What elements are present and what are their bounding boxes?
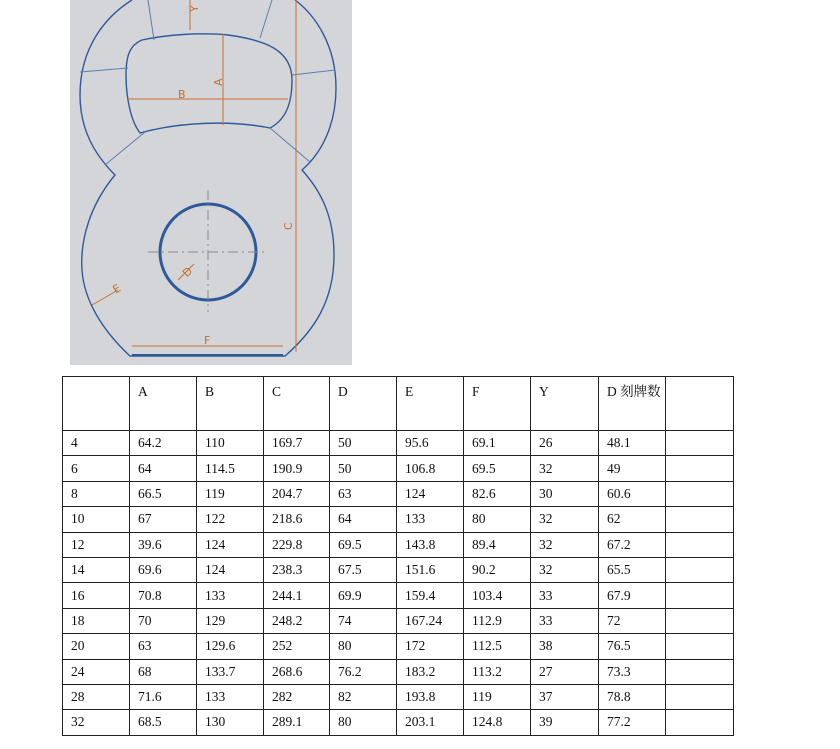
table-cell: 26 — [531, 431, 599, 456]
table-cell: 20 — [63, 634, 130, 659]
header-cell: D 刻牌数 — [599, 377, 666, 431]
table-cell: 169.7 — [264, 431, 330, 456]
table-cell: 70.8 — [130, 583, 197, 608]
table-cell: 238.3 — [264, 557, 330, 582]
table-cell: 124.8 — [464, 710, 531, 735]
table-cell: 82.6 — [464, 481, 531, 506]
table-cell: 64.2 — [130, 431, 197, 456]
table-cell: 32 — [531, 557, 599, 582]
dim-label-c: C — [282, 222, 295, 230]
table-row — [63, 710, 734, 735]
table-cell: 62 — [599, 507, 666, 532]
table-cell: 80 — [464, 507, 531, 532]
table-cell: 129 — [197, 608, 264, 633]
table-cell: 65.5 — [599, 557, 666, 582]
table-cell: 229.8 — [264, 532, 330, 557]
table-cell: 6 — [63, 456, 130, 481]
table-cell — [666, 431, 734, 456]
table-cell: 248.2 — [264, 608, 330, 633]
table-cell: 50 — [330, 431, 397, 456]
table-cell: 4 — [63, 431, 130, 456]
table-cell: 71.6 — [130, 684, 197, 709]
table-row — [63, 684, 734, 709]
table-cell: 78.8 — [599, 684, 666, 709]
table-cell: 95.6 — [397, 431, 464, 456]
table-cell: 30 — [531, 481, 599, 506]
table-row — [63, 532, 734, 557]
table-cell: 69.5 — [330, 532, 397, 557]
kettlebell-spec-table — [62, 376, 734, 736]
table-cell: 204.7 — [264, 481, 330, 506]
dim-label-f: F — [204, 334, 211, 347]
dim-label-y: Y — [188, 5, 201, 12]
table-cell: 72 — [599, 608, 666, 633]
table-cell: 37 — [531, 684, 599, 709]
table-cell — [666, 710, 734, 735]
table-cell: 289.1 — [264, 710, 330, 735]
header-cell: C — [264, 377, 330, 431]
table-cell: 77.2 — [599, 710, 666, 735]
table-cell: 167.24 — [397, 608, 464, 633]
table-row — [63, 431, 734, 456]
table-cell: 76.2 — [330, 659, 397, 684]
table-cell: 70 — [130, 608, 197, 633]
table-cell: 18 — [63, 608, 130, 633]
table-cell: 119 — [464, 684, 531, 709]
table-cell — [666, 481, 734, 506]
table-cell: 69.6 — [130, 557, 197, 582]
table-cell: 60.6 — [599, 481, 666, 506]
table-cell: 68 — [130, 659, 197, 684]
table-cell — [666, 659, 734, 684]
table-cell: 172 — [397, 634, 464, 659]
table-cell: 159.4 — [397, 583, 464, 608]
table-cell: 73.3 — [599, 659, 666, 684]
table-cell: 89.4 — [464, 532, 531, 557]
kettlebell-diagram — [70, 0, 352, 365]
table-row — [63, 634, 734, 659]
table-cell: 38 — [531, 634, 599, 659]
table-row — [63, 583, 734, 608]
table-cell — [666, 684, 734, 709]
table-cell: 32 — [531, 456, 599, 481]
table-cell: 10 — [63, 507, 130, 532]
table-cell: 130 — [197, 710, 264, 735]
table-cell: 64 — [330, 507, 397, 532]
table-cell: 113.2 — [464, 659, 531, 684]
table-cell: 124 — [197, 557, 264, 582]
table-cell: 64 — [130, 456, 197, 481]
header-cell: F — [464, 377, 531, 431]
table-cell: 133 — [197, 583, 264, 608]
table-cell: 74 — [330, 608, 397, 633]
table-cell: 112.5 — [464, 634, 531, 659]
table-cell: 133 — [397, 507, 464, 532]
table-cell: 50 — [330, 456, 397, 481]
table-cell: 14 — [63, 557, 130, 582]
dim-label-e: E — [110, 281, 124, 297]
table-row — [63, 456, 734, 481]
table-cell: 28 — [63, 684, 130, 709]
table-cell — [666, 608, 734, 633]
table-cell: 203.1 — [397, 710, 464, 735]
header-cell: A — [130, 377, 197, 431]
table-cell: 122 — [197, 507, 264, 532]
table-row — [63, 481, 734, 506]
table-cell: 193.8 — [397, 684, 464, 709]
table-cell: 90.2 — [464, 557, 531, 582]
table-cell: 32 — [531, 507, 599, 532]
table-cell — [666, 557, 734, 582]
header-cell: E — [397, 377, 464, 431]
table-cell — [666, 583, 734, 608]
table-cell — [666, 507, 734, 532]
table-cell: 32 — [531, 532, 599, 557]
dim-label-b: B — [178, 88, 186, 101]
table-cell: 133.7 — [197, 659, 264, 684]
table-cell: 67.9 — [599, 583, 666, 608]
table-cell: 48.1 — [599, 431, 666, 456]
table-row — [63, 507, 734, 532]
table-cell: 183.2 — [397, 659, 464, 684]
header-cell: Y — [531, 377, 599, 431]
table-cell: 133 — [197, 684, 264, 709]
table-cell: 143.8 — [397, 532, 464, 557]
table-row — [63, 659, 734, 684]
table-cell: 268.6 — [264, 659, 330, 684]
table-cell: 124 — [397, 481, 464, 506]
table-cell: 103.4 — [464, 583, 531, 608]
table-cell: 27 — [531, 659, 599, 684]
table-cell: 244.1 — [264, 583, 330, 608]
table-cell: 119 — [197, 481, 264, 506]
table-cell: 112.9 — [464, 608, 531, 633]
table-row — [63, 608, 734, 633]
table-cell: 82 — [330, 684, 397, 709]
table-cell: 16 — [63, 583, 130, 608]
header-cell: B — [197, 377, 264, 431]
table-cell: 12 — [63, 532, 130, 557]
table-cell: 110 — [197, 431, 264, 456]
table-cell — [666, 456, 734, 481]
table-cell: 24 — [63, 659, 130, 684]
table-header-row — [63, 377, 734, 431]
table-cell: 114.5 — [197, 456, 264, 481]
table-cell: 252 — [264, 634, 330, 659]
table-cell: 69.5 — [464, 456, 531, 481]
table-cell: 282 — [264, 684, 330, 709]
table-cell: 63 — [130, 634, 197, 659]
header-cell — [666, 377, 734, 431]
table-body — [63, 377, 734, 736]
table-cell: 67 — [130, 507, 197, 532]
table-cell: 66.5 — [130, 481, 197, 506]
table-cell: 80 — [330, 710, 397, 735]
table-cell: 76.5 — [599, 634, 666, 659]
table-cell: 151.6 — [397, 557, 464, 582]
table-cell — [666, 532, 734, 557]
table-row — [63, 557, 734, 582]
table-cell: 33 — [531, 583, 599, 608]
table-cell — [666, 634, 734, 659]
table-cell: 67.2 — [599, 532, 666, 557]
table-cell: 80 — [330, 634, 397, 659]
table-cell: 63 — [330, 481, 397, 506]
table-cell: 39.6 — [130, 532, 197, 557]
table-cell: 33 — [531, 608, 599, 633]
dim-label-a: A — [212, 78, 225, 86]
dim-label-d: D — [179, 264, 196, 280]
table-cell: 129.6 — [197, 634, 264, 659]
table-cell: 67.5 — [330, 557, 397, 582]
table-cell: 218.6 — [264, 507, 330, 532]
table-cell: 68.5 — [130, 710, 197, 735]
table-cell: 8 — [63, 481, 130, 506]
header-cell: D — [330, 377, 397, 431]
table-cell: 69.9 — [330, 583, 397, 608]
table-cell: 69.1 — [464, 431, 531, 456]
table-cell: 32 — [63, 710, 130, 735]
table-cell: 39 — [531, 710, 599, 735]
table-cell: 190.9 — [264, 456, 330, 481]
table-cell: 106.8 — [397, 456, 464, 481]
header-cell — [63, 377, 130, 431]
table-cell: 124 — [197, 532, 264, 557]
table-cell: 49 — [599, 456, 666, 481]
